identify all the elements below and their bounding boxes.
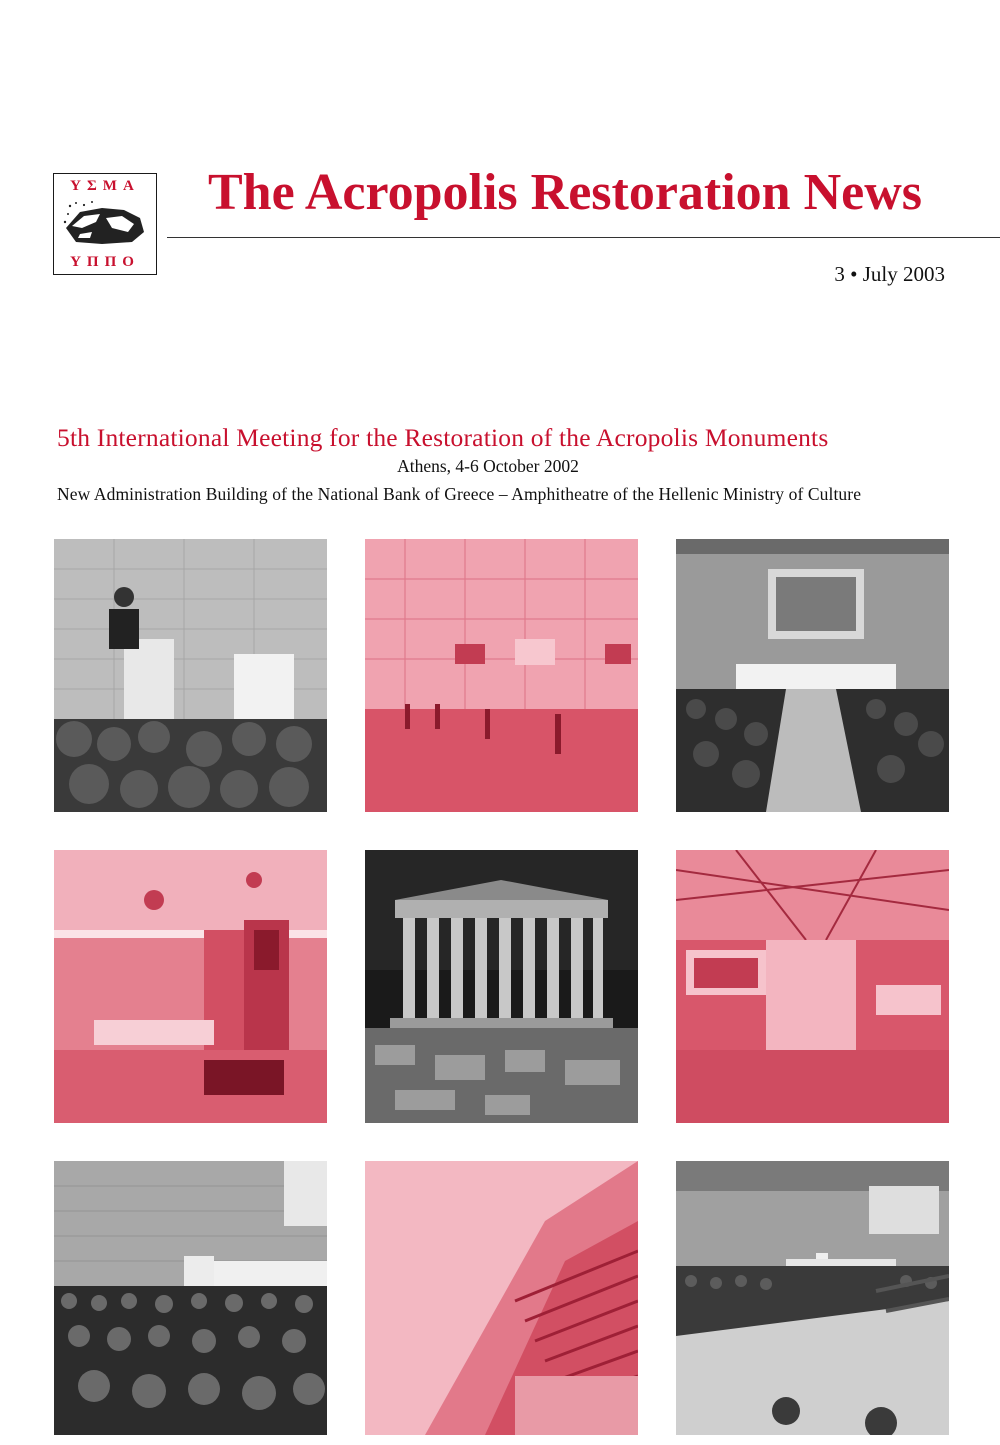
photo-exhibition-corridor — [54, 850, 327, 1123]
meeting-date: Athens, 4-6 October 2002 — [397, 456, 579, 476]
meeting-date-wrap — [0, 456, 1000, 477]
photo-amphitheatre-view — [676, 1161, 949, 1435]
photo-atrium-screens — [676, 850, 949, 1123]
logo-top-text: ΥΣΜΑ — [70, 178, 140, 194]
header-rule — [167, 237, 1000, 238]
column-fragment-icon — [62, 198, 148, 250]
photo-conference-audience — [54, 1161, 327, 1435]
photo-parthenon — [365, 850, 638, 1123]
photo-building-facade — [365, 1161, 638, 1435]
photo-speaker-podium — [54, 539, 327, 812]
photo-auditorium-screen — [676, 539, 949, 812]
publication-title: The Acropolis Restoration News — [208, 164, 923, 221]
logo-bottom-text: ΥΠΠΟ — [70, 254, 140, 270]
ysma-logo — [53, 173, 157, 275]
issue-date: 3 • July 2003 — [834, 262, 945, 286]
meeting-title: 5th International Meeting for the Restoration of the Acropolis Monuments — [57, 423, 829, 452]
photo-exhibition-hall — [365, 539, 638, 812]
meeting-venue: New Administration Building of the National Bank of Greece – Amphitheatre of the Hellenic Ministry of Culture — [57, 484, 862, 504]
